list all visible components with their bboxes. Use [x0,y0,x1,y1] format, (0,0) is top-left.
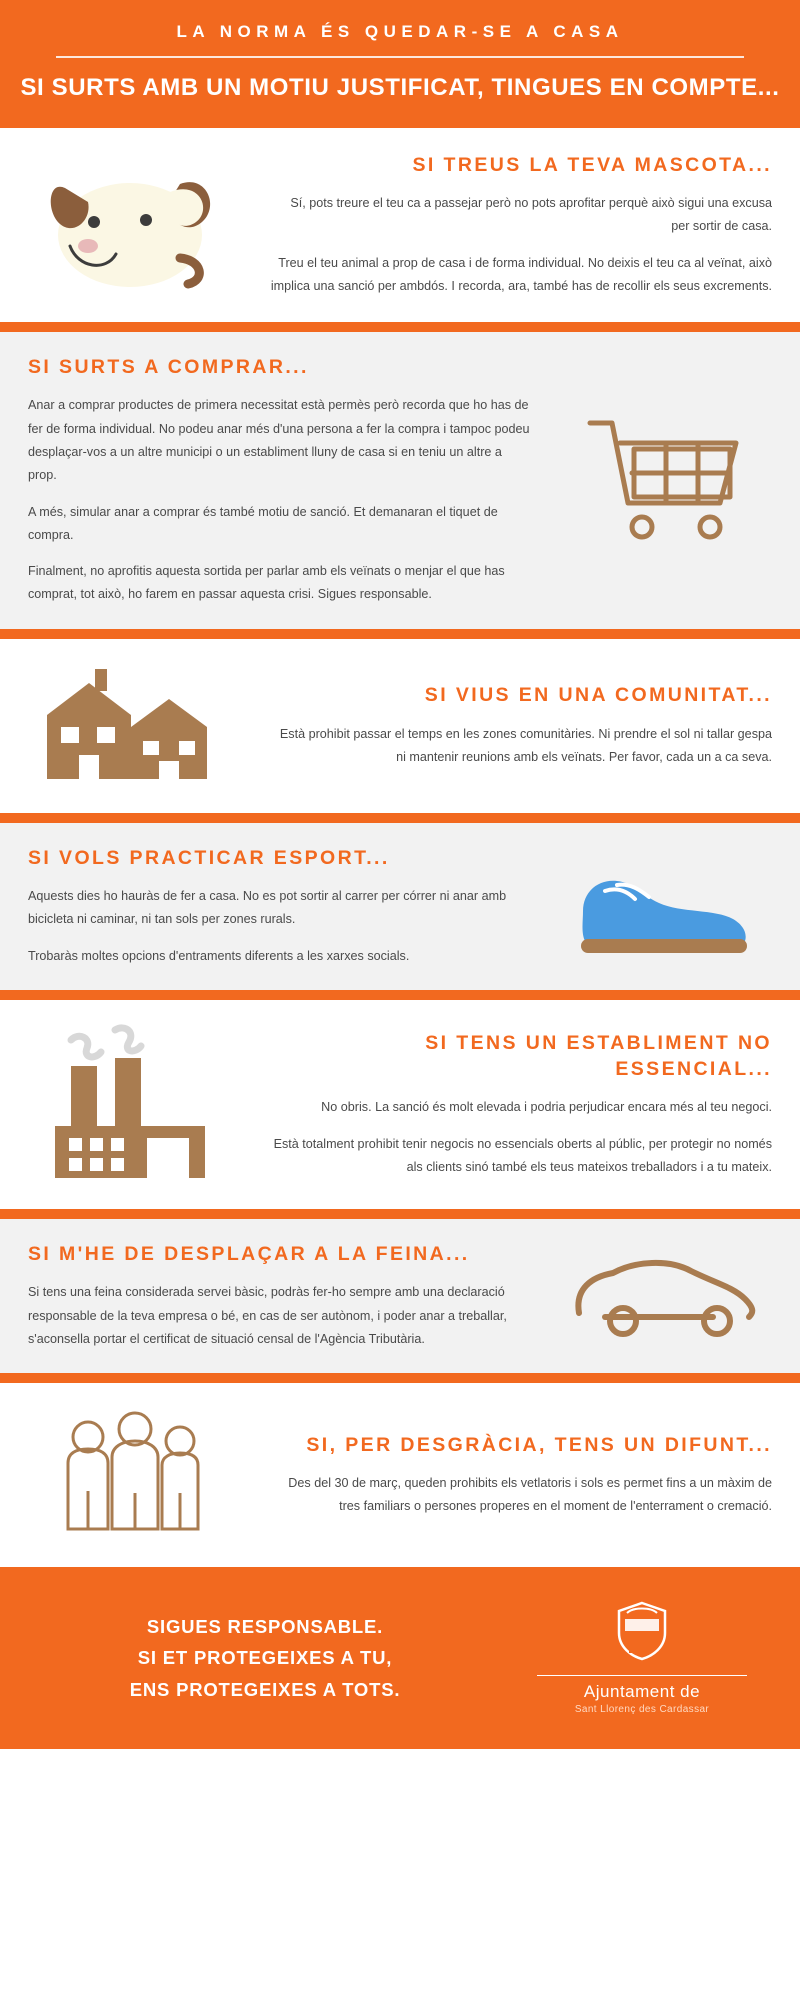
section-divider [0,1209,800,1219]
section-divider [0,629,800,639]
section-comunitat [0,639,800,813]
dog-icon [0,150,270,300]
section-paragraph: Finalment, no aprofitis aquesta sortida per parlar amb els veïnats o menjar el que has comprat, tot això, ho farem en passar aquesta crisi. Sigues responsable. [28,564,505,602]
section-title: SI VOLS PRACTICAR ESPORT... [28,846,390,869]
section-esport-body [0,845,530,968]
section-feina-body [0,1241,530,1351]
section-establiment [0,1000,800,1209]
section-paragraph: Està totalment prohibit tenir negocis no essencials oberts al públic, per protegir no només als clients sinó també els teus mateixos treballadors i a tu mateix. [273,1136,772,1174]
section-mascota [0,128,800,322]
section-divider [0,813,800,823]
section-paragraph: Treu el teu animal a prop de casa i de forma individual. No deixis el teu ca al veïnat, això implica una sanció per ambdós. I recorda, ara, també has de recollir els seus excrements. [270,255,772,293]
section-paragraph: Trobaràs moltes opcions d'entraments diferents a les xarxes socials. [28,948,410,963]
section-difunt [0,1383,800,1567]
section-mascota-body [270,152,800,299]
footer-slogan-line3: ENS PROTEGEIXES A TOTS. [129,1678,401,1700]
page-header [0,0,800,128]
section-comunitat-body [270,682,800,769]
section-divider [0,322,800,332]
section-title: SI TREUS LA TEVA MASCOTA... [412,153,772,176]
section-title: SI VIUS EN UNA COMUNITAT... [424,684,772,707]
section-paragraph: Anar a comprar productes de primera necessitat està permès però recorda que ho has de fer de forma individual. No podeu anar més d'una persona a fer la compra i tampoc podeu desplaçar-vos a un altre municipi o un establiment lluny de casa si en teniu un altre a prop. [28,398,530,483]
section-esport [0,823,800,990]
section-difunt-body [270,1432,800,1519]
family-icon [0,1405,270,1545]
brand-subtitle: Sant Llorenç des Cardassar [574,1704,710,1716]
page-footer [0,1567,800,1749]
section-paragraph: No obris. La sanció és molt elevada i podria perjudicar encara més al teu negoci. [321,1100,772,1115]
houses-icon [0,661,270,791]
section-divider [0,990,800,1000]
factory-icon [0,1022,270,1187]
page-title: SI SURTS AMB UN MOTIU JUSTIFICAT, TINGUES EN COMPTE... [20,74,780,101]
header-divider [56,56,744,58]
brand-name: Ajuntament de [583,1682,701,1702]
section-feina [0,1219,800,1373]
section-paragraph: Aquests dies ho hauràs de fer a casa. No es pot sortir al carrer per córrer ni anar amb bicicleta ni caminar, ni tan sols per zones rurals. [28,889,507,927]
section-paragraph: Sí, pots treure el teu ca a passejar però no pots aprofitar perquè això sigui una excusa per sortir de casa. [290,196,772,234]
section-title: SI TENS UN ESTABLIMENT NO ESSENCIAL... [425,1031,772,1080]
sneaker-icon [530,851,800,961]
header-kicker: LA NORMA ÉS QUEDAR-SE A CASA [176,22,624,41]
footer-slogan-line1: SIGUES RESPONSABLE. [146,1615,384,1637]
section-comprar-body [0,354,530,607]
section-paragraph: Des del 30 de març, queden prohibits els vetlatoris i sols es permet fins a un màxim de tres familiars o persones properes en el moment de l'enterrament o cremació. [288,1475,772,1514]
section-paragraph: A més, simular anar a comprar és també motiu de sanció. Et demanaran el tiquet de compra. [28,504,498,542]
shopping-cart-icon [530,405,800,555]
section-establiment-body [270,1030,800,1180]
section-title: SI, PER DESGRÀCIA, TENS UN DIFUNT... [306,1433,772,1456]
section-divider [0,1373,800,1383]
shield-crest-icon [615,1601,669,1661]
footer-slogan-line2: SI ET PROTEGEIXES A TU, [137,1647,393,1669]
section-paragraph: Està prohibit passar el temps en les zones comunitàries. Ni prendre el sol ni tallar gespa ni mantenir reunions amb els veïnats. Per favor, cada un a ca seva. [279,726,772,764]
section-title: SI M'HE DE DESPLAÇAR A LA FEINA... [28,1242,470,1265]
section-title: SI SURTS A COMPRAR... [28,356,309,378]
footer-slogan [0,1611,510,1705]
footer-brand [510,1601,800,1715]
section-comprar [0,332,800,629]
car-icon [530,1241,800,1351]
section-paragraph: Si tens una feina considerada servei bàsic, podràs fer-ho sempre amb una declaració responsable de la teva empresa o bé, en cas de ser autònom, i poder anar a treballar, s'aconsella portar el certificat de situació censal de l'Agència Tributària. [28,1285,507,1346]
brand-divider [537,1675,747,1676]
